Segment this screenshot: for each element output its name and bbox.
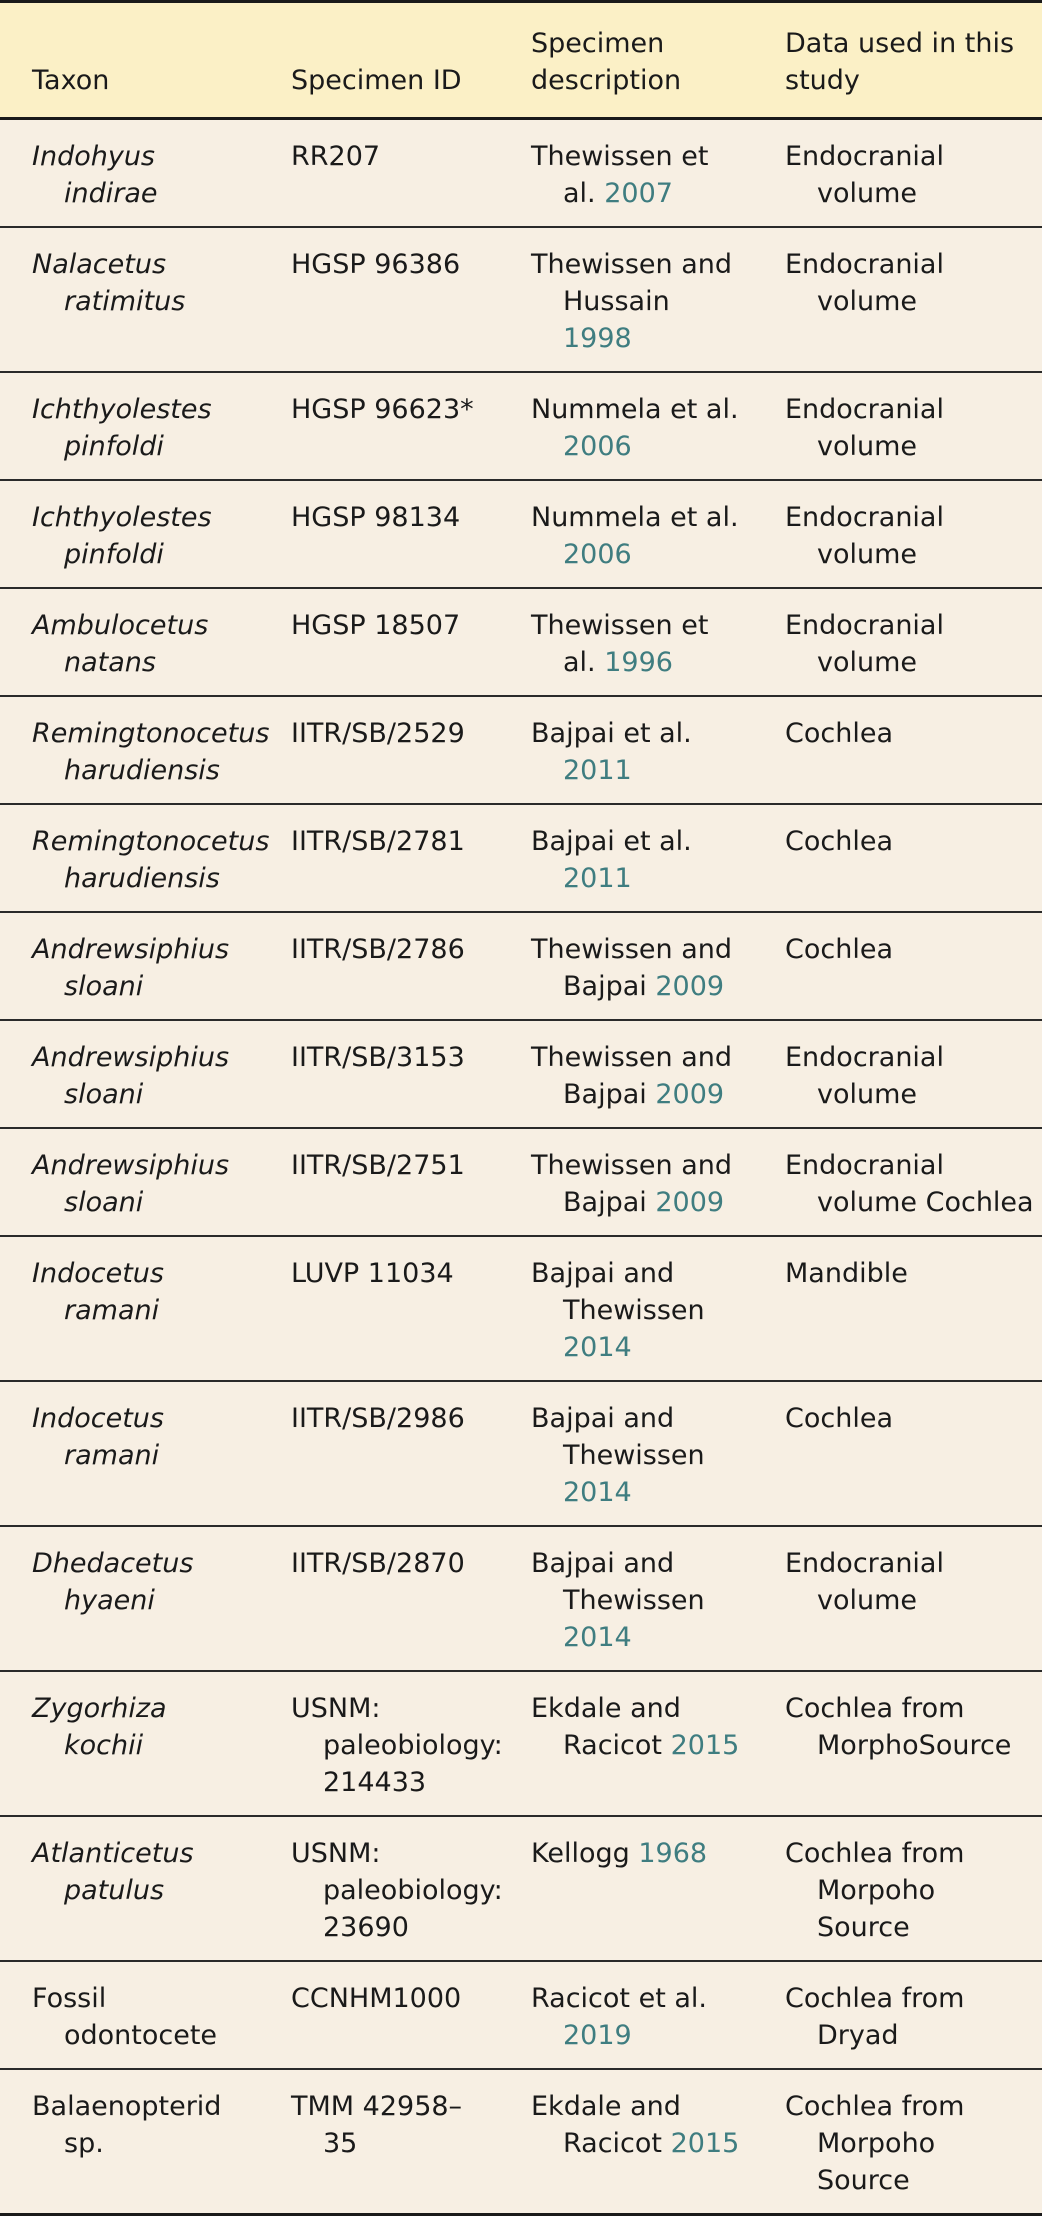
taxon-name: Balaenopterid sp. (32, 2091, 222, 2159)
citation-authors: Bajpai and Thewissen (531, 1548, 705, 1616)
citation-authors: Racicot et al. (531, 1983, 708, 2014)
citation-year-link[interactable]: 2015 (670, 1730, 740, 1761)
citation-year-link[interactable]: 2014 (563, 1332, 632, 1363)
data-used-cell (753, 1816, 1042, 1961)
specimen-description-cell (499, 227, 753, 372)
taxon-name: Remingtonocetus harudiensis (32, 718, 270, 786)
data-used-cell (753, 696, 1042, 804)
data-used-cell (753, 1961, 1042, 2069)
specimen-id: HGSP 96623* (291, 394, 474, 425)
data-used-cell (753, 1236, 1042, 1381)
table-body (0, 119, 1042, 2215)
specimen-description-cell (499, 1961, 753, 2069)
data-used: Mandible (785, 1258, 908, 1289)
taxon-name-cell (0, 912, 259, 1020)
data-used-cell (753, 372, 1042, 480)
data-used-cell (753, 912, 1042, 1020)
data-used: Endocranial volume (785, 1548, 944, 1616)
specimen-description-cell (499, 2069, 753, 2215)
specimen-description-cell (499, 696, 753, 804)
specimen-id: LUVP 11034 (291, 1258, 454, 1289)
specimen-id: RR207 (291, 141, 381, 172)
citation-authors: Thewissen and Bajpai (531, 1042, 733, 1110)
specimen-id-cell (259, 1816, 503, 1961)
specimen-description-cell (499, 1020, 753, 1128)
taxon-name: Atlanticetus patulus (32, 1838, 194, 1906)
specimen-description-cell (499, 1526, 753, 1671)
taxon-name-cell (0, 1816, 259, 1961)
specimen-id: HGSP 96386 (291, 249, 461, 280)
specimen-description (531, 1039, 745, 1113)
taxon-name: Ambulocetus natans (32, 610, 209, 678)
taxon-name-cell (0, 696, 270, 804)
citation-authors: Bajpai and Thewissen (531, 1403, 705, 1471)
data-used-cell (753, 1128, 1042, 1236)
specimen-description-cell (499, 1128, 753, 1236)
taxon-name-cell (0, 1381, 259, 1526)
table-header (0, 2, 1042, 119)
table-row (0, 1020, 1042, 1128)
data-used-cell (753, 588, 1042, 696)
specimen-description (531, 823, 745, 897)
taxon-name-cell (0, 1961, 259, 2069)
taxon-name: Nalacetus ratimitus (32, 249, 186, 317)
citation-authors: Bajpai and Thewissen (531, 1258, 705, 1326)
taxon-name-cell (0, 1128, 259, 1236)
table-row (0, 1236, 1042, 1381)
specimen-id-cell (259, 1020, 499, 1128)
data-used-cell (753, 227, 1042, 372)
citation-authors: Thewissen and Bajpai (531, 1150, 733, 1218)
data-used: Endocranial volume (785, 610, 944, 678)
specimen-description-cell (499, 480, 753, 588)
data-used: Endocranial volume (785, 502, 944, 570)
specimen-description (531, 499, 745, 573)
specimen-description-cell (499, 1381, 753, 1526)
taxon-name: Indocetus ramani (32, 1403, 164, 1471)
specimen-description (531, 1835, 745, 1872)
data-used: Endocranial volume (785, 141, 944, 209)
taxon-name: Ichthyolestes pinfoldi (32, 394, 212, 462)
citation-authors: Thewissen et al. (531, 610, 709, 678)
specimen-description (531, 1690, 745, 1764)
citation-year-link[interactable]: 2009 (655, 971, 725, 1002)
taxon-name-cell (0, 480, 259, 588)
citation-authors: Nummela et al. (531, 502, 739, 533)
specimen-id: USNM: paleobiology: 214433 (291, 1693, 503, 1798)
specimen-description (531, 246, 745, 357)
data-used: Cochlea from Dryad (785, 1983, 965, 2051)
taxon-name: Zygorhiza kochii (32, 1693, 167, 1761)
taxon-name: Andrewsiphius sloani (32, 1042, 230, 1110)
citation-year-link[interactable]: 2011 (563, 863, 632, 894)
data-used-cell (753, 480, 1042, 588)
specimen-id: CCNHM1000 (291, 1983, 462, 2014)
taxon-name: Andrewsiphius sloani (32, 934, 230, 1002)
specimen-id: IITR/SB/2781 (291, 826, 465, 857)
specimen-id-cell (259, 227, 499, 372)
taxon-name-cell (0, 1236, 259, 1381)
citation-authors: Ekdale and Racicot (531, 2091, 681, 2159)
table-row (0, 1526, 1042, 1671)
specimen-id: IITR/SB/3153 (291, 1042, 465, 1073)
taxon-name: Indohyus indirae (32, 141, 158, 209)
data-used-cell (753, 119, 1042, 228)
citation-authors: Ekdale and Racicot (531, 1693, 681, 1761)
specimen-description-cell (499, 372, 753, 480)
citation-authors: Thewissen and Bajpai (531, 934, 733, 1002)
citation-year-link[interactable]: 2009 (655, 1079, 725, 1110)
taxon-name: Remingtonocetus harudiensis (32, 826, 270, 894)
specimen-description (531, 931, 745, 1005)
specimen-description (531, 138, 745, 212)
table-row (0, 480, 1042, 588)
citation-year-link[interactable]: 2009 (655, 1187, 725, 1218)
citation-year-link[interactable]: 2015 (670, 2128, 740, 2159)
taxon-name-cell (0, 2069, 259, 2215)
specimen-description (531, 1255, 745, 1366)
citation-authors: Bajpai et al. (531, 826, 692, 857)
citation-year-link[interactable]: 1968 (638, 1838, 708, 1869)
table-row (0, 1671, 1042, 1816)
citation-authors: Kellogg (531, 1838, 630, 1869)
table-row (0, 1961, 1042, 2069)
data-used-cell (753, 1020, 1042, 1128)
header-data-used: Data used in this study (785, 28, 1015, 96)
citation-year-link[interactable]: 2006 (563, 539, 632, 570)
data-used: Endocranial volume (785, 1042, 944, 1110)
taxon-name-cell (0, 804, 270, 912)
citation-year-link[interactable]: 2019 (563, 2020, 632, 2051)
citation-year-link[interactable]: 2006 (563, 431, 632, 462)
table-row (0, 804, 1042, 912)
data-used: Endocranial volume Cochlea (785, 1150, 1034, 1218)
specimen-id: HGSP 18507 (291, 610, 461, 641)
specimen-description-cell (499, 588, 753, 696)
specimen-id-cell (259, 804, 499, 912)
specimen-id: IITR/SB/2870 (291, 1548, 465, 1579)
specimen-id-cell (259, 2069, 499, 2215)
table-row (0, 119, 1042, 228)
specimen-description (531, 715, 745, 789)
table-row (0, 696, 1042, 804)
data-used-cell (753, 1381, 1042, 1526)
header-taxon: Taxon (32, 65, 110, 96)
specimen-description-cell (499, 912, 753, 1020)
table-row (0, 2069, 1042, 2215)
data-used-cell (753, 2069, 1042, 2215)
data-used: Cochlea (785, 718, 893, 749)
data-used: Cochlea (785, 826, 893, 857)
taxon-name-cell (0, 227, 259, 372)
taxon-name-cell (0, 1671, 259, 1816)
specimen-id-cell (259, 1671, 503, 1816)
citation-year-link[interactable]: 1998 (563, 323, 632, 354)
specimen-id: IITR/SB/2751 (291, 1150, 465, 1181)
specimen-id-cell (259, 1381, 499, 1526)
specimen-id: TMM 42958–35 (291, 2091, 463, 2159)
data-used: Cochlea from Morpoho Source (785, 2091, 965, 2196)
citation-year-link[interactable]: 2014 (563, 1622, 632, 1653)
specimen-description (531, 1400, 745, 1511)
citation-year-link[interactable]: 2014 (563, 1477, 632, 1508)
specimen-description (531, 607, 745, 681)
taxon-name-cell (0, 1020, 259, 1128)
citation-authors: Nummela et al. (531, 394, 739, 425)
specimen-description-cell (499, 1816, 753, 1961)
specimen-id: IITR/SB/2529 (291, 718, 465, 749)
data-used: Endocranial volume (785, 249, 944, 317)
table-row (0, 1816, 1042, 1961)
specimen-id: IITR/SB/2986 (291, 1403, 465, 1434)
citation-year-link[interactable]: 2007 (604, 178, 673, 209)
specimen-id-cell (259, 912, 499, 1020)
header-specimen-description: Specimen description (531, 28, 682, 96)
specimen-description (531, 391, 745, 465)
taxon-name-cell (0, 372, 259, 480)
citation-authors: Thewissen and Hussain (531, 249, 733, 317)
specimen-id-cell (259, 588, 499, 696)
specimen-description (531, 1980, 745, 2054)
table-row (0, 1381, 1042, 1526)
data-used-cell (753, 1526, 1042, 1671)
specimen-id-cell (259, 1526, 499, 1671)
taxon-name: Fossil odontocete (32, 1983, 218, 2051)
specimen-description-cell (499, 119, 753, 228)
specimen-description-cell (499, 804, 753, 912)
data-used: Cochlea from Morpoho Source (785, 1838, 965, 1943)
table-row (0, 372, 1042, 480)
citation-authors: Bajpai et al. (531, 718, 692, 749)
specimen-id-cell (259, 372, 499, 480)
specimen-id: USNM: paleobiology: 23690 (291, 1838, 503, 1943)
table-row (0, 588, 1042, 696)
taxon-name: Dhedacetus hyaeni (32, 1548, 194, 1616)
table-row (0, 912, 1042, 1020)
taxon-name: Ichthyolestes pinfoldi (32, 502, 212, 570)
citation-year-link[interactable]: 2011 (563, 755, 632, 786)
taxon-name-cell (0, 588, 259, 696)
data-used: Cochlea (785, 934, 893, 965)
data-used: Endocranial volume (785, 394, 944, 462)
data-used-cell (753, 1671, 1042, 1816)
taxon-name-cell (0, 119, 259, 228)
citation-year-link[interactable]: 1996 (604, 647, 673, 678)
taxon-name: Andrewsiphius sloani (32, 1150, 230, 1218)
table-row (0, 1128, 1042, 1236)
taxon-name-cell (0, 1526, 259, 1671)
specimen-description (531, 1147, 745, 1221)
specimen-description-cell (499, 1671, 753, 1816)
header-specimen-id: Specimen ID (291, 65, 462, 96)
specimen-id-cell (259, 119, 499, 228)
specimen-description-cell (499, 1236, 753, 1381)
data-used: Cochlea from MorphoSource (785, 1693, 1012, 1761)
data-used: Cochlea (785, 1403, 893, 1434)
specimen-id-cell (259, 480, 499, 588)
specimen-id-cell (259, 1128, 499, 1236)
header-row (0, 2, 1042, 119)
specimen-id-cell (259, 1236, 499, 1381)
specimen-id: IITR/SB/2786 (291, 934, 465, 965)
specimen-id: HGSP 98134 (291, 502, 461, 533)
specimen-id-cell (259, 696, 499, 804)
taxon-name: Indocetus ramani (32, 1258, 164, 1326)
data-used-cell (753, 804, 1042, 912)
citation-authors: Thewissen et al. (531, 141, 709, 209)
table-row (0, 227, 1042, 372)
specimen-id-cell (259, 1961, 499, 2069)
specimen-description (531, 2088, 745, 2162)
specimen-description (531, 1545, 745, 1656)
